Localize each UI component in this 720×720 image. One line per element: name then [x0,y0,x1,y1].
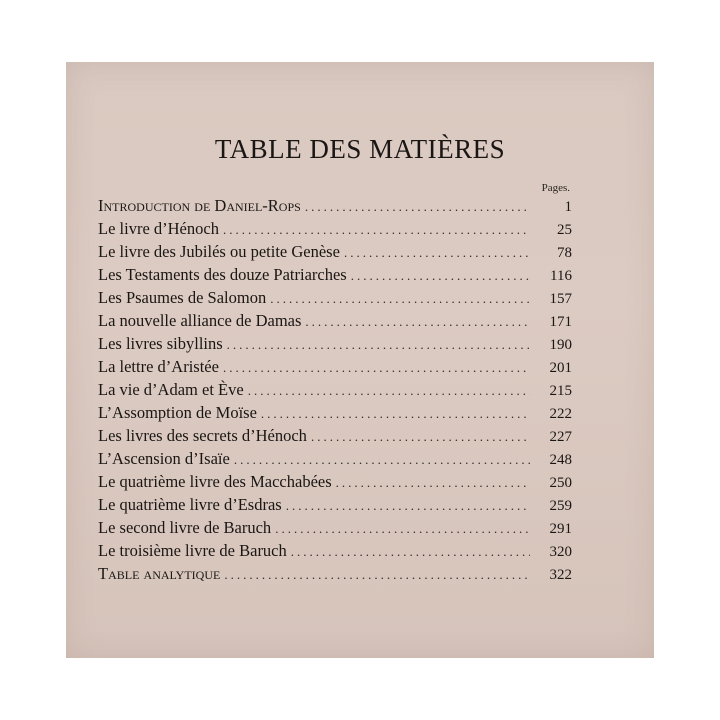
dot-leader [286,498,530,514]
toc-entry-label: L’Ascension d’Isaïe [98,449,230,468]
dot-leader [270,291,530,307]
toc-entry-label: La lettre d’Aristée [98,357,219,376]
toc-entry [98,288,572,311]
toc-entry [98,357,572,380]
toc-entry-page: 222 [549,406,572,422]
toc-entry [98,449,572,472]
toc-entry-page: 190 [549,337,572,353]
toc-entry-label: Les Testaments des douze Patriarches [98,265,347,284]
toc-entry [98,472,572,495]
toc-entry-page: 322 [549,567,572,583]
toc-entry-page: 291 [549,521,572,537]
dot-leader [305,314,530,330]
toc-entry [98,495,572,518]
toc-entry-page: 116 [550,268,572,284]
toc-entry-label: Les livres des secrets d’Hénoch [98,426,307,445]
dot-leader [311,429,530,445]
toc-entry [98,196,572,219]
toc-entry [98,380,572,403]
toc-entry-page: 250 [549,475,572,491]
dot-leader [261,406,530,422]
dot-leader [305,199,530,215]
toc-entry-label: Les Psaumes de Salomon [98,288,267,307]
page-title: TABLE DES MATIÈRES [214,134,506,164]
dot-leader [223,222,530,238]
toc-entry [98,518,572,541]
toc-entry-label: L’Assomption de Moïse [98,403,257,422]
toc-entry [98,334,572,357]
dot-leader [336,475,530,491]
toc-entry [98,541,572,564]
toc-entry [98,426,572,449]
toc-entry-page: 1 [564,199,572,215]
toc-entry-page: 320 [549,544,572,560]
toc-entry-label: Le quatrième livre des Macchabées [98,472,332,491]
toc-entry-label: La vie d’Adam et Ève [98,380,244,399]
toc-entry-page: 171 [549,314,572,330]
toc-entry-page: 78 [557,245,572,261]
toc-entry-label: Le second livre de Baruch [98,518,272,537]
dot-leader [223,360,530,376]
book-page [66,62,654,658]
toc-entry [98,564,572,587]
toc-entry-label: Table analytique [98,564,221,583]
table-of-contents [98,196,572,587]
toc-entry-label: Les livres sibyllins [98,334,223,353]
toc-entry-page: 25 [557,222,572,238]
toc-entry-page: 215 [549,383,572,399]
toc-entry-label: Introduction de Daniel-Rops [98,196,301,215]
toc-entry-page: 248 [549,452,572,468]
toc-entry-page: 201 [549,360,572,376]
toc-entry [98,242,572,265]
toc-entry-label: La nouvelle alliance de Damas [98,311,302,330]
dot-leader [248,383,530,399]
toc-entry-page: 259 [549,498,572,514]
toc-entry-page: 227 [549,429,572,445]
dot-leader [351,268,530,284]
toc-entry-page: 157 [549,291,572,307]
toc-entry [98,219,572,242]
toc-entry [98,311,572,334]
dot-leader [291,544,530,560]
dot-leader [224,567,530,583]
toc-entry-label: Le quatrième livre d’Esdras [98,495,282,514]
pages-column-header: Pages. [541,182,570,194]
toc-entry-label: Le troisième livre de Baruch [98,541,287,560]
dot-leader [234,452,530,468]
dot-leader [227,337,530,353]
toc-entry-label: Le livre d’Hénoch [98,219,219,238]
dot-leader [344,245,530,261]
dot-leader [275,521,530,537]
toc-entry [98,403,572,426]
toc-entry [98,265,572,288]
toc-entry-label: Le livre des Jubilés ou petite Genèse [98,242,340,261]
